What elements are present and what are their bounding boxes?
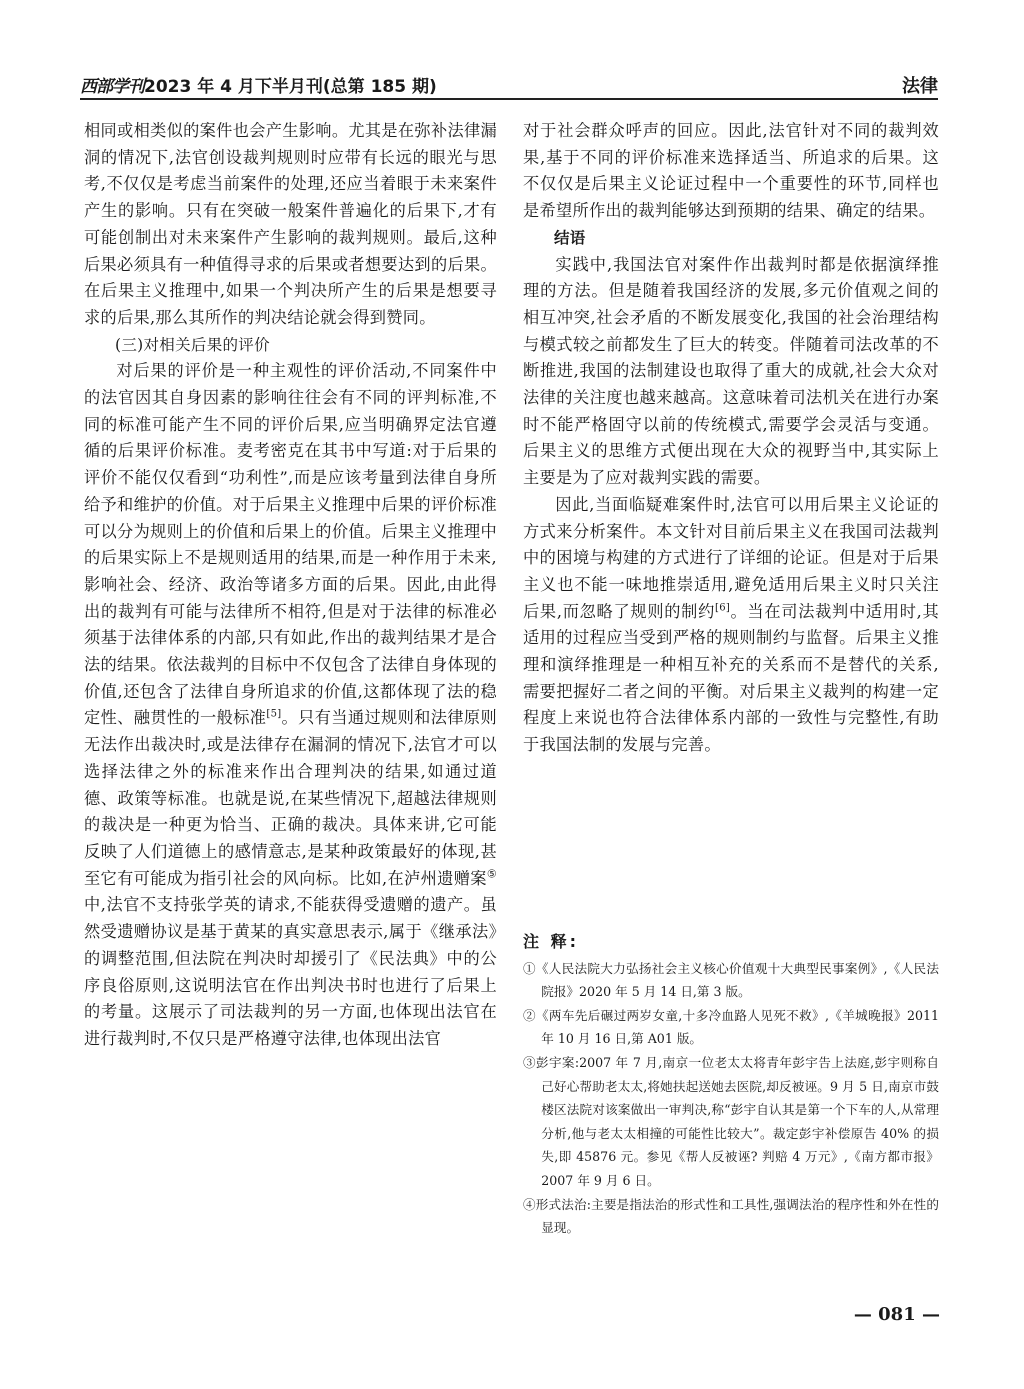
right-column — [523, 118, 939, 759]
footnotes — [523, 930, 939, 1240]
paragraph — [84, 358, 497, 1052]
page-number: — 081 — — [853, 1304, 940, 1325]
paragraph — [523, 492, 939, 759]
footnotes-title: 注 释: — [523, 932, 579, 951]
paragraph: 对于社会群众呼声的回应。因此,法官针对不同的裁判效果,基于不同的评价标准来选择适当、所追求的后果。这不仅仅是后果主义论证过程中一个重要性的环节,同样也是希望所作出的裁判能够达到预期的结果、确定的结果。 — [523, 121, 939, 221]
citation-ref: [6] — [715, 602, 731, 614]
conclusion-heading: 结语 — [554, 228, 586, 247]
journal-issue-line — [80, 72, 437, 97]
footnote-item: ③彭宇案:2007 年 7 月,南京一位老太太将青年彭宇告上法庭,彭宇则称自己好心帮助老太太,将她扶起送她去医院,却反被诬。9 月 5 日,南京市鼓楼区法院对该案做出一审判决,称“彭宇自认其是第一个下车的人,从常理分析,他与老太太相撞的可能性比较大”。裁定彭宇补偿原告 40% 的损失,即 45876 元。参见《帮人反被诬? 判赔 4 万元》,《南方都市报》2007 年 9 月 6 日。 — [523, 1054, 939, 1188]
issue-label: 2023 年 4 月下半月刊(总第 185 期) — [144, 77, 437, 97]
journal-logo: 西部学刊 — [80, 77, 144, 97]
paragraph: 相同或相类似的案件也会产生影响。尤其是在弥补法律漏洞的情况下,法官创设裁判规则时应带有长远的眼光与思考,不仅仅是考虑当前案件的处理,还应当着眼于未来案件产生的影响。只有在突破一般案件普遍化的后果下,才有可能创制出对未来案件产生影响的裁判规则。最后,这种后果必须具有一种值得寻求的后果或者想要达到的后果。在后果主义推理中,如果一个判决所产生的后果是想要寻求的后果,那么其所作的判决结论就会得到赞同。 — [84, 121, 497, 327]
running-header — [80, 70, 938, 100]
paragraph-text: 对后果的评价是一种主观性的评价活动,不同案件中的法官因其自身因素的影响往往会有不同的评判标准,不同的标准可能产生不同的评价后果,应当明确界定法官遵循的后果评价标准。麦考密克在其书中写道:对于后果的评价不能仅仅看到“功利性”,而是应该考量到法律自身所给予和维护的价值。对于后果主义推理中后果的评价标准可以分为规则上的价值和后果上的价值。后果主义推理中的后果实际上不是规则适用的结果,而是一种作用于未来,影响社会、经济、政治等诸多方面的后果。因此,由此得出的裁判有可能与法律所不相符,但是对于法律的标准必须基于法律体系的内部,只有如此,作出的裁判结果才是合法的结果。依法裁判的目标中不仅包含了法律自身体现的价值,还包含了法律自身所追求的价值,这都体现了法的稳定性、融贯性的一般标准 — [84, 361, 497, 728]
footnote-item: ①《人民法院大力弘扬社会主义核心价值观十大典型民事案例》,《人民法院报》2020 年 5 月 14 日,第 3 版。 — [523, 960, 939, 1000]
paragraph-text: 因此,当面临疑难案件时,法官可以用后果主义论证的方式来分析案件。本文针对目前后果主义在我国司法裁判中的困境与构建的方式进行了详细的论证。但是对于后果主义也不能一味地推崇适用,避免适用后果主义时只关注后果,而忽略了规则的制约 — [523, 494, 939, 621]
footnote-marker: ⑤ — [486, 867, 497, 881]
paragraph-text: 中,法官不支持张学英的请求,不能获得受遗赠的遗产。虽然受遗赠协议是基于黄某的真实意思表示,属于《继承法》的调整范围,但法院在判决时却援引了《民法典》中的公序良俗原则,这说明法官在作出判决书时也进行了后果上的考量。这展示了司法裁判的另一方面,也体现出法官在进行裁判时,不仅只是严格遵守法律,也体现出法官 — [84, 895, 497, 1048]
subsection-heading: (三)对相关后果的评价 — [115, 335, 270, 354]
paragraph-text: 。当在司法裁判中适用时,其适用的过程应当受到严格的规则制约与监督。后果主义推理和演绎推理是一种相互补充的关系而不是替代的关系,需要把握好二者之间的平衡。对后果主义裁判的构建一定程度上来说也符合法律体系内部的一致性与完整性,有助于我国法制的发展与完善。 — [523, 601, 939, 755]
footnote-item: ②《两车先后碾过两岁女童,十多冷血路人见死不救》,《羊城晚报》2011 年 10 月 16 日,第 A01 版。 — [523, 1007, 939, 1047]
left-column — [84, 118, 497, 1053]
paragraph-text: 。只有当通过规则和法律原则无法作出裁决时,或是法律存在漏洞的情况下,法官才可以选择法律之外的标准来作出合理判决的结果,如通过道德、政策等标准。也就是说,在某些情况下,超越法律规则的裁决是一种更为恰当、正确的裁决。具体来讲,它可能反映了人们道德上的感情意志,是某种政策最好的体现,甚至它有可能成为指引社会的风向标。比如,在泸州遗赠案 — [84, 708, 497, 888]
paragraph: 实践中,我国法官对案件作出裁判时都是依据演绎推理的方法。但是随着我国经济的发展,多元价值观之间的相互冲突,社会矛盾的不断发展变化,我国的社会治理结构与模式较之前都发生了巨大的转变。伴随着司法改革的不断推进,我国的法制建设也取得了重大的成就,社会大众对法律的关注度也越来越高。这意味着司法机关在进行办案时不能严格固守以前的传统模式,需要学会灵活与变通。后果主义的思维方式便出现在大众的视野当中,其实际上主要是为了应对裁判实践的需要。 — [523, 254, 939, 488]
section-label: 法律 — [902, 76, 938, 97]
citation-ref: [5] — [266, 709, 282, 721]
footnote-item: ④形式法治:主要是指法治的形式性和工具性,强调法治的程序性和外在性的显现。 — [523, 1196, 939, 1236]
